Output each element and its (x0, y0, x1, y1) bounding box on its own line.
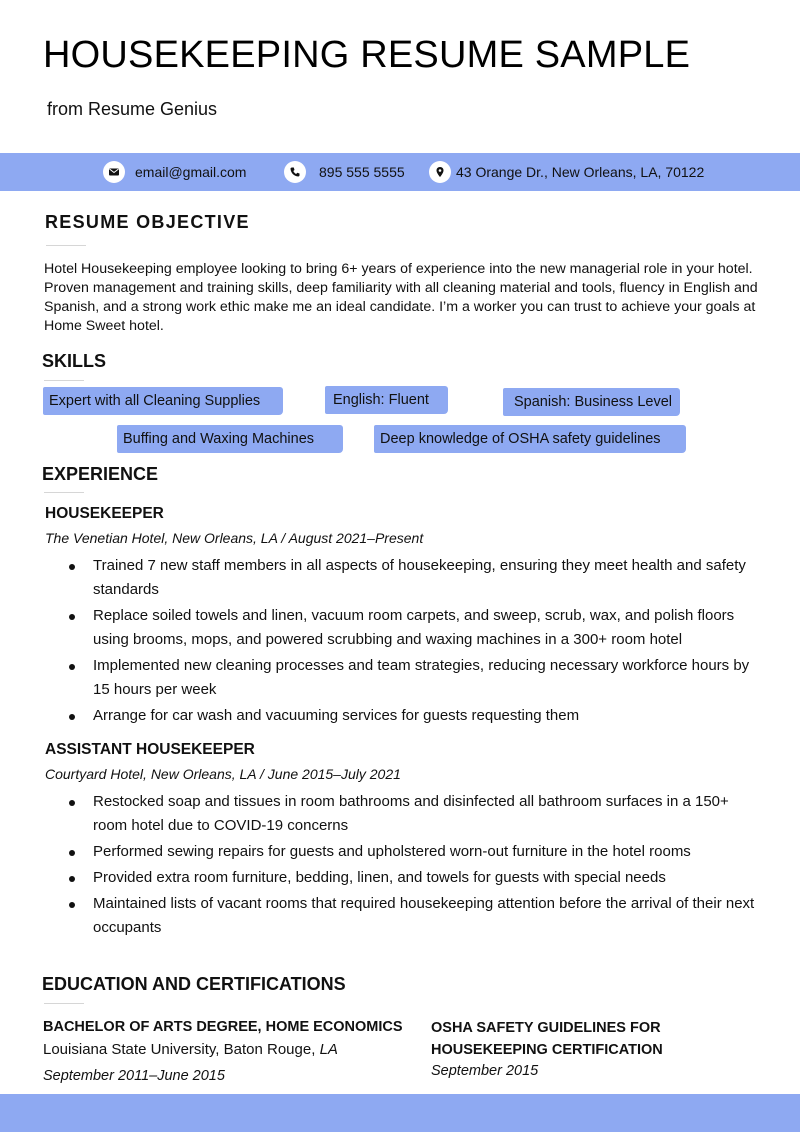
contact-bar (0, 153, 800, 191)
skills-heading-rule (44, 380, 84, 381)
certification-date: September 2015 (431, 1063, 539, 1079)
contact-email-text: email@gmail.com (135, 164, 247, 180)
skill-tag: Expert with all Cleaning Supplies (43, 387, 283, 415)
contact-email[interactable] (103, 160, 246, 184)
job-bullet: Maintained lists of vacant rooms that required housekeeping attention before the arrival of their next occupants (93, 892, 763, 940)
degree-school-name: Louisiana State University, Baton Rouge, (43, 1041, 320, 1058)
job-title: HOUSEKEEPER (45, 505, 164, 522)
skill-tag: Deep knowledge of OSHA safety guidelines (374, 425, 686, 453)
objective-heading-rule (46, 245, 86, 246)
skill-tag: Spanish: Business Level (503, 388, 680, 416)
skill-tag: English: Fluent (325, 386, 448, 414)
contact-phone-text: 895 555 5555 (319, 164, 405, 180)
job-bullet: Trained 7 new staff members in all aspects of housekeeping, ensuring they meet health and safety standards (93, 554, 763, 602)
education-heading-rule (44, 1003, 84, 1004)
job-meta: The Venetian Hotel, New Orleans, LA / August 2021–Present (45, 530, 424, 546)
degree-date: September 2011–June 2015 (43, 1068, 225, 1084)
contact-address[interactable] (429, 160, 704, 184)
job-bullets (93, 790, 763, 942)
job-bullet: Implemented new cleaning processes and team strategies, reducing necessary workforce hours by 15 hours per week (93, 654, 763, 702)
skill-tag: Buffing and Waxing Machines (117, 425, 343, 453)
contact-phone[interactable] (284, 160, 405, 184)
skills-heading: SKILLS (42, 351, 107, 371)
job-title: ASSISTANT HOUSEKEEPER (45, 741, 255, 758)
degree-school (43, 1041, 338, 1058)
certification-title: OSHA SAFETY GUIDELINES FOR HOUSEKEEPING CERTIFICATION (431, 1020, 663, 1058)
resume-title: HOUSEKEEPING RESUME SAMPLE (43, 34, 691, 76)
job-bullet: Replace soiled towels and linen, vacuum room carpets, and sweep, scrub, wax, and polish floors using brooms, mops, and powered scrubbing and waxing machines in a 300+ room hotel (93, 604, 763, 652)
job-bullets (93, 554, 763, 730)
job-bullet: Restocked soap and tissues in room bathrooms and disinfected all bathroom surfaces in a 150+ room hotel due to COVID-19 concerns (93, 790, 763, 838)
objective-text: Hotel Housekeeping employee looking to bring 6+ years of experience into the new managerial role in your hotel. Proven management and training skills, deep familiarity with all cleaning material and tools, fluency in English and Spanish, and a strong work ethic make me an ideal candidate. I’m a worker you can trust to achieve your goals at Home Sweet hotel. (44, 261, 758, 334)
job-bullet: Arrange for car wash and vacuuming services for guests requesting them (93, 704, 763, 728)
job-bullet: Provided extra room furniture, bedding, linen, and towels for guests with special needs (93, 866, 763, 890)
education-heading: EDUCATION AND CERTIFICATIONS (42, 974, 346, 994)
map-pin-icon (429, 161, 451, 183)
degree-title: BACHELOR OF ARTS DEGREE, HOME ECONOMICS (43, 1019, 403, 1035)
objective-heading: RESUME OBJECTIVE (45, 212, 250, 232)
resume-subtitle: from Resume Genius (47, 99, 218, 119)
experience-heading-rule (44, 492, 84, 493)
contact-address-text: 43 Orange Dr., New Orleans, LA, 70122 (456, 164, 705, 180)
footer-bar (0, 1094, 800, 1132)
envelope-icon (103, 161, 125, 183)
phone-icon (284, 161, 306, 183)
job-bullet: Performed sewing repairs for guests and upholstered worn-out furniture in the hotel rooms (93, 840, 763, 864)
degree-school-state: LA (319, 1041, 338, 1058)
job-meta: Courtyard Hotel, New Orleans, LA / June 2015–July 2021 (45, 766, 401, 782)
experience-heading: EXPERIENCE (42, 464, 159, 484)
